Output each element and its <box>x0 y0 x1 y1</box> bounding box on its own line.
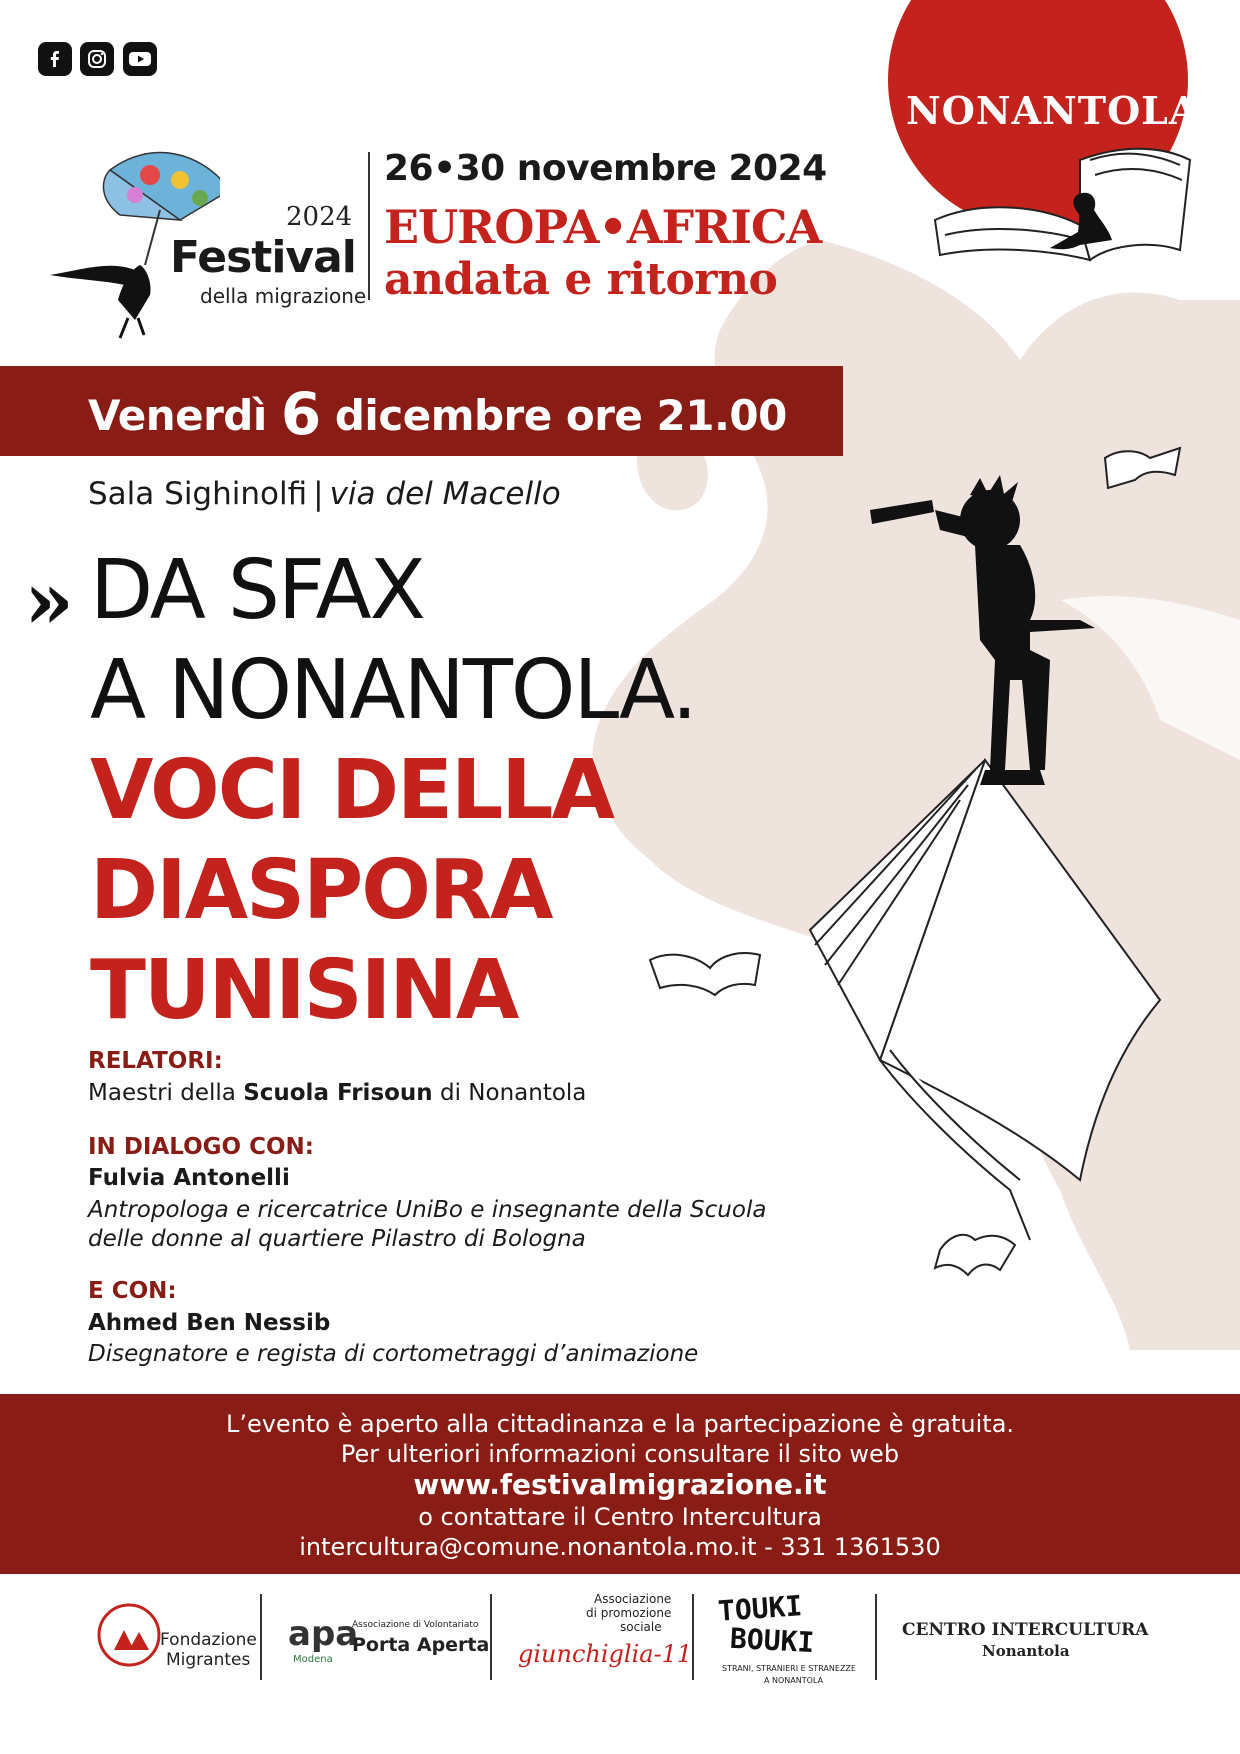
touki-line2: BOUKI <box>729 1621 816 1660</box>
title-chevron-icon: » <box>24 553 74 647</box>
partner-divider <box>875 1594 877 1680</box>
event-date-suffix: dicembre ore 21.00 <box>320 391 787 440</box>
title-line1: DA SFAX <box>90 543 424 638</box>
econ-role <box>88 1341 698 1367</box>
festival-subtitle: della migrazione <box>200 284 367 308</box>
footer-line4: o contattare il Centro Intercultura <box>418 1503 822 1531</box>
relatori-post: di Nonantola <box>432 1080 587 1106</box>
festival-theme-line2: andata e ritorno <box>384 254 778 305</box>
giunchiglia-small2: di promozione <box>586 1606 672 1620</box>
relatori-text <box>88 1080 586 1106</box>
facebook-icon[interactable] <box>38 42 72 76</box>
dialogo-role-line1 <box>88 1197 766 1223</box>
dialogo-role-line2 <box>88 1226 586 1252</box>
venue-street: via del Macello <box>329 476 561 512</box>
relatori-pre: Maestri della <box>88 1080 244 1106</box>
event-date-day: 6 <box>280 380 321 448</box>
partner-divider <box>692 1594 694 1680</box>
partner-divider <box>490 1594 492 1680</box>
dialogo-role2-text: delle donne al quartiere Pilastro di Bologna <box>88 1226 586 1252</box>
boy-telescope-silhouette <box>870 475 1095 785</box>
festival-year: 2024 <box>286 202 353 232</box>
flying-book-icon <box>650 953 760 995</box>
apa-sub: Modena <box>293 1654 333 1665</box>
title-line3: VOCI DELLA <box>90 743 614 838</box>
event-date <box>88 380 787 448</box>
centro-city: Nonantola <box>982 1642 1070 1660</box>
flying-book-icon <box>935 1235 1015 1275</box>
title-line2: A NONANTOLA. <box>90 643 696 738</box>
city-badge-label: NONANTOLA <box>906 88 1200 133</box>
venue-name: Sala Sighinolfi <box>88 476 308 512</box>
title-line5: TUNISINA <box>90 943 518 1038</box>
touki-tag2: A NONANTOLA <box>764 1676 824 1685</box>
migrantes-name-line2: Migrantes <box>166 1650 251 1670</box>
festival-theme-line1: EUROPA•AFRICA <box>384 200 822 254</box>
footer-website-link[interactable]: www.festivalmigrazione.it <box>413 1468 827 1501</box>
dialogo-role1-text: Antropologa e ricercatrice UniBo e insegnante della Scuola <box>88 1197 767 1223</box>
apa-logo: apa <box>288 1614 359 1654</box>
touki-line1: TOUKI <box>716 1589 804 1628</box>
event-venue <box>88 476 561 512</box>
econ-label: E CON: <box>88 1278 177 1304</box>
festival-dates: 26•30 novembre 2024 <box>384 148 827 189</box>
footer-line1: L’evento è aperto alla cittadinanza e la partecipazione è gratuita. <box>225 1410 1015 1438</box>
flying-book-icon <box>1105 448 1180 488</box>
apa-name: Porta Aperta <box>352 1634 490 1656</box>
instagram-icon[interactable] <box>80 42 114 76</box>
illustration-boy-on-book <box>620 140 1240 1300</box>
youtube-icon[interactable] <box>123 42 157 76</box>
festival-name: Festival <box>170 232 356 283</box>
event-date-prefix: Venerdì <box>88 391 281 440</box>
giunchiglia-name: giunchiglia-11 <box>518 1640 693 1668</box>
migrantes-name-line1: Fondazione <box>160 1630 257 1650</box>
festival-umbrella-logo-icon <box>40 120 220 340</box>
econ-role-text: Disegnatore e regista di cortometraggi d’animazione <box>88 1341 699 1367</box>
centro-name: CENTRO INTERCULTURA <box>902 1620 1149 1640</box>
touki-tag1: STRANI, STRANIERI E STRANEZZE <box>722 1664 856 1673</box>
partner-divider <box>260 1594 262 1680</box>
footer-contact-email[interactable]: intercultura@comune.nonantola.mo.it - 331 1361530 <box>299 1533 941 1561</box>
footer-line2: Per ulteriori informazioni consultare il sito web <box>340 1440 900 1468</box>
title-line4: DIASPORA <box>90 843 552 938</box>
dialogo-name: Fulvia Antonelli <box>88 1165 290 1191</box>
relatori-label: RELATORI: <box>88 1048 223 1074</box>
econ-name: Ahmed Ben Nessib <box>88 1310 331 1336</box>
migrantes-logo-icon <box>94 1600 164 1670</box>
giunchiglia-small1: Associazione <box>594 1592 672 1606</box>
dialogo-label: IN DIALOGO CON: <box>88 1134 314 1160</box>
big-book-icon <box>810 760 1160 1240</box>
venue-separator: | <box>313 476 324 512</box>
apa-small: Associazione di Volontariato <box>352 1620 479 1630</box>
relatori-school: Scuola Frisoun <box>243 1080 433 1106</box>
logo-divider <box>368 152 370 300</box>
giunchiglia-small3: sociale <box>620 1620 662 1634</box>
